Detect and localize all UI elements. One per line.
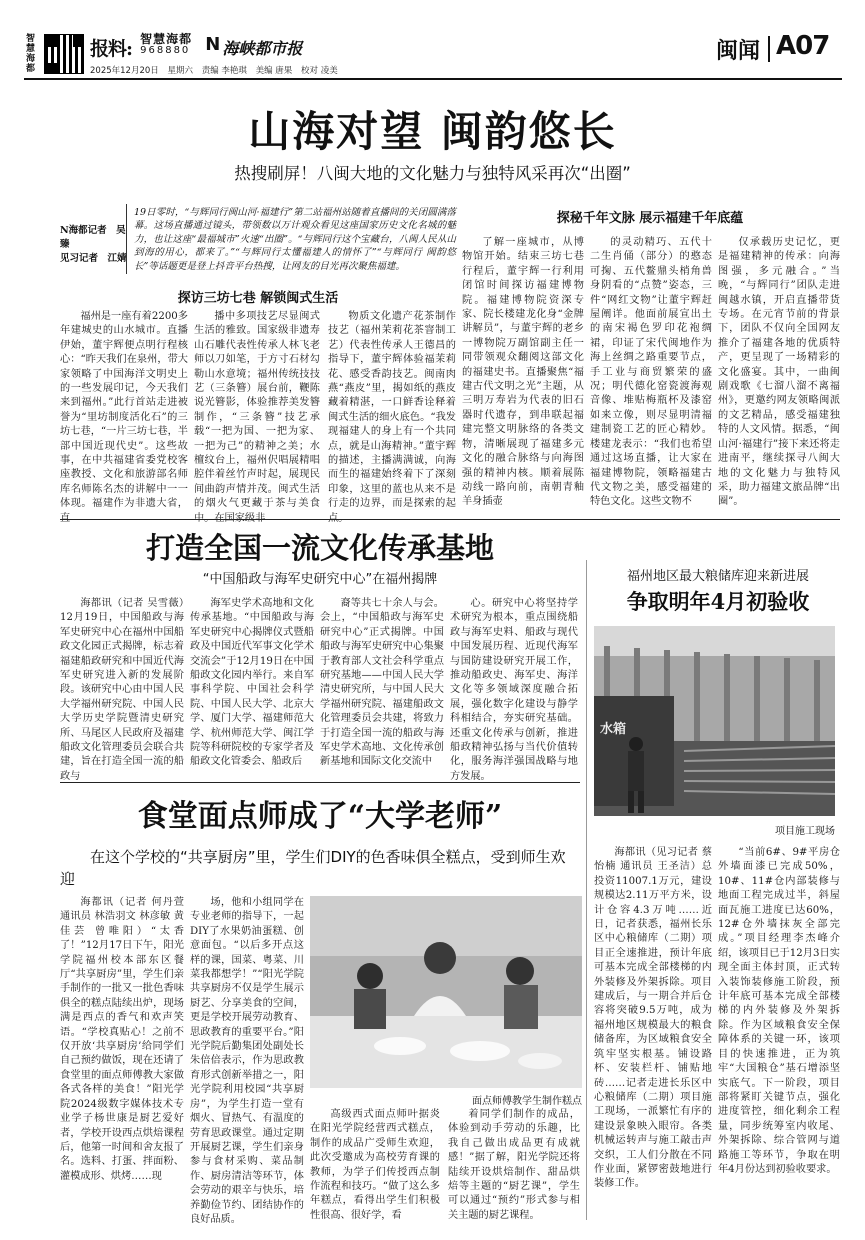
- story1-sub2: 探秘千年文脉 展示福建千年底蕴: [556, 211, 744, 226]
- story4-subheadline: 在这个学校的“共享厨房”里，学生们DIY的色香味俱全糕点，受到师生欢迎: [60, 848, 566, 888]
- qr-code: [44, 34, 84, 74]
- story1-lead: 19日零时，“与辉同行闽山河·福建行”第二站福州站随着直播间的关闭圆满落幕。这场直播通过镜头，带领数以万计观众看见这座国家历史文化名城的魅力，也让这座“最福城市”火速“出圈”。“与辉同行这个宝藏台，八闽人民从山到海的用心，都来了。”“与辉同行太懂福建人的情怀了”“与辉同行 闽韵悠长”等话题更是登上抖音平台热搜，让网友的目光再次聚焦福建。: [134, 207, 456, 272]
- side-logo: 智慧海都: [26, 34, 36, 74]
- brand-number: 968880: [140, 45, 191, 56]
- story2-column-3: [320, 597, 444, 775]
- brand-zhihui: 智慧海都: [140, 32, 193, 46]
- story3-headline: 争取明年4月初验收: [626, 589, 810, 614]
- paper-name: 海峡都市报: [222, 39, 303, 58]
- story3-text-2: “当前6#、9#平房仓外墙面漆已完成50%，10#、11#仓内部装修与地面工程完成过半，斜屋面瓦施工进度已达60%，12#仓外墙抹灰全部完成。”项目经理李杰峰介绍，该项目已于12月3日实现全面主体封顶，正式转入装饰装修施工阶段，预计年底可基本完成全部楼梯的内外装修及外架拆除。作为区域粮食安全保障体系的关键一环，该项目的快速推进，正为筑牢“大国粮仓”基石增添坚实底气。下一阶段，项目部将紧盯关键节点，强化进度管控，细化剩余工程量，同步统筹室内收尾、外架拆除、综合管网与道路施工等环节，争取在明年4月份达到初验收要求。: [718, 847, 840, 1175]
- lead-bracket: [126, 204, 127, 274]
- story4-column-2: [190, 896, 304, 1225]
- baking-scene: [310, 896, 582, 1088]
- story1-text-1: 福州是一座有着2200多年建城史的山水城市。直播伊始，董宇辉便点明行程核心：“昨天我们在泉州，带大家领略了中国海洋文明史上的一些发展印记，今天我们来到福州。”此行首站走进被誉为“里坊制度活化石”的三坊七巷，“一片三坊七巷，半部中国近现代史”。这些故事，在中共福建省委党校客座教授、文化和旅游部名师库名师陈名杰的讲解中一一体现。福建作为非遗大省，直: [60, 311, 188, 524]
- story2-text-3: 裔等共七十余人与会。会上，“中国船政与海军史研究中心”正式揭牌。中国船政与海军史研究中心集聚于教育部人文社会科学重点研究基地——中国人民大学清史研究所，与中国人民大学福州研究院、福建船政文化管理委员会共建，将致力于打造全国一流的船政与海军史学术高地、文化传承创新基地和国际文化交流中: [320, 598, 444, 768]
- story1-text-3: 物质文化遗产花茶制作技艺（福州茉莉花茶窨制工艺）代表性传承人王德昌的指导下，董宇辉体验福茉莉花、感受香韵技艺。闽南肉燕“燕皮”里，揭如纸的燕皮藏着精湛，一口鲜香诠释着闽式生活的细火底色。“我发现福建人的身上有一个共同点，就是山海精神。”董宇辉的描述，主播满满诚，向海而生的福建始终着下了深刻印象，这里的蓝也从来不是行走的边界，而是探索的起点。: [328, 311, 456, 524]
- story1-headline: 山海对望 闽韵悠长: [248, 107, 617, 156]
- section-label: 闽闻: [716, 38, 761, 64]
- section-divider: [768, 36, 770, 62]
- header-meta: [90, 64, 338, 76]
- story1-text-4: 了解一座城市，从博物馆开始。结束三坊七巷行程后，董宇辉一行利用闭馆时间探访福建博物院。福建博物院资深专家、院长楼建龙化身“金牌讲解员”，与董宇辉的老乡一博物院万副馆副主任一同带领观众翻阅这部文化的福建史书。直播聚焦“福建古代文明之光”主题，从三明万寿岩为代表的旧石器时代遗存，到串联起福建完整文明脉络的各类文物，清晰展现了福建多元文化的融合脉络与向海图强的精神内核。顺着展陈动线一路向前，南朝青釉羊身插壶: [462, 237, 584, 508]
- issue-date: 2025年12月20日: [90, 66, 159, 76]
- story4-text-2: 场，他和小组同学在专业老师的指导下，一起DIY了水果奶油蛋糕、创意面包。“以后多开点这样的课，国菜、粤菜、川菜我都想学！”“阳光学院共享厨房不仅是学生展示厨艺、分享美食的空间，更是学校开展劳动教育、思政教育的重要平台。”阳光学院后勤集团处副处长朱倍倍表示，作为思政教育形式创新举措之一，阳光学院利用校园“共享厨房”，为学生打造一堂有烟火、冒热气、有温度的劳育思政课堂。通过定期开展厨艺课，学生们亲身参与食材采购、菜品制作、厨房清洁等环节，体会劳动的艰辛与快乐，培养勤俭节约、团结协作的良好品质。: [190, 897, 304, 1225]
- story4-photo-caption: 面点师傅教学生制作糕点: [472, 1096, 582, 1107]
- rule-after-story2: [60, 782, 580, 783]
- construction-photo: [594, 626, 835, 816]
- story3-column-1: [594, 846, 712, 1222]
- story2-text-4: 心。研究中心将坚持学术研究为根本，重点围绕船政与海军史料、船政与现代中国发展历程、近现代海军与国防建设研究开展工作，推动船政史、海军史、海洋文化等多领域深度融合拓展，强化数字化建设与静学科相结合，夯实研究基础。还重文化传承与创新，推进船政精神弘扬与当代价值转化，服务海洋强国战略与地方发展。: [450, 598, 578, 782]
- story2-column-1: [60, 597, 184, 782]
- story2-text-2: 海军史学术高地和文化传承基地。“中国船政与海军史研究中心揭牌仪式暨船政及中国近代军事文化学术交流会”于12月19日在中国船政文化园内举行。来自军事科学院、中国社会科学院、中国人民大学、北京大学、厦门大学、福建师范大学、杭州师范大学、闽江学院等科研院校的专家学者及船政文化管委会、船政后: [190, 598, 314, 768]
- photo-sign-text: 水箱: [600, 722, 627, 737]
- page-number: A07: [776, 31, 830, 61]
- story1-column-1: [60, 310, 188, 524]
- brand-group: [90, 34, 302, 61]
- story4-column-3: [310, 1108, 440, 1222]
- story1-text-6: 仅承载历史记忆，更是福建精神的传承：向海图强，多元融合。”当晚，“与辉同行”团队走进闽越水镇，开启直播带货专场。在元宵节前的背景下，团队不仅向全国网友推介了福建各地的优质特产，更呈现了一场精彩的文化盛宴。其中，一曲闽剧戏歌《七溜八溜不离福州》，更邀约网友领略闽派的文艺精品，感受福建独特的人文风情。据悉，“闽山河·福建行”接下来还将走进南平，继续探寻八闽大地的文化魅力与独特风采，助力福建文旅品牌“出圈”。: [718, 237, 840, 508]
- story1-column-3: [328, 310, 456, 524]
- baking-class-photo: [310, 896, 582, 1088]
- story3-text-1: 海都讯（见习记者 蔡怡楠 通讯员 王圣洁）总投资11007.1万元，建设规模达2.11万平方米，设计仓容4.3万吨……近日，记者获悉，福州长乐区中心粮储库（二期）项目正全速推进，预计年底可基本完成全部楼梯的内外装修及外架拆除。项目建成后，与一期合并后仓容将突破9.5万吨，成为福州地区规模最大的粮食储备库，为区域粮食安全筑牢坚实根基。铺设路杯、安装栏杆、铺贴地砖……记者走进长乐区中心粮储库（二期）项目施工现场，一派繁忙有序的建设景象映入眼帘。各类机械运转声与施工敲击声交织，工人们分散在不同作业面，紧锣密鼓地进行装修工作。: [594, 847, 712, 1190]
- story4-column-4: [448, 1108, 580, 1222]
- story1-column-2: [194, 310, 320, 524]
- story4-text-1: 海都讯（记者 何丹萱 通讯员 林浩羽文 林彦敏 黄佳芸 曾唯阳）“太香了！”12月17日下午，阳光学院福州校本部东区餐厅“共享厨房”里，学生们亲手制作的一批又一批色香味俱全的糕点陆续出炉，现场满是西点的香气和欢声笑语。“学校真贴心！之前不仅开放‘共享厨房’给同学们自己预约做饭，现在还请了食堂里的面点师傅教大家做各式各样的美食！”阳光学院2024级数字媒体技术专业学子杨世康是厨艺爱好者，学校开设西点烘焙课程后，他第一时间和舍友报了名。选料、打蛋、拌面粉、灌模成形、烘烤……现: [60, 897, 184, 1182]
- proof-credit: 校对 凌美: [301, 66, 338, 76]
- story1-column-5: [590, 236, 712, 508]
- issue-weekday: 星期六: [167, 66, 193, 76]
- story2-headline: 打造全国一流文化传承基地: [145, 531, 494, 565]
- story1-sub1: 探访三坊七巷 解锁闽式生活: [177, 291, 339, 306]
- story2-column-2: [190, 597, 314, 775]
- story1-subheadline: 热搜刷屏！八闽大地的文化魅力与独特风采再次“出圈”: [234, 164, 631, 183]
- story1-column-4: [462, 236, 584, 508]
- story4-headline: 食堂面点师成了“大学老师”: [137, 799, 503, 834]
- story1-text-5: 的灵动精巧、五代十二生肖俑（部分）的憨态可掬、五代鳌鼎头梢角兽身阴看的“点赞”姿态，三件“网红文物”让董宇辉赶屋阐详。他面前展宣出土的南宋褐色罗印花袍绸裙，印证了宋代闽地作为海上丝绸之路重要节点，手工业与商贸繁荣的盛况；明代德化窑瓷渡海观音像、堆贴梅瓶杯及漆窑如来立像，则尽显明清福建制瓷工艺的匠心精妙。楼建龙表示：“我们也希望通过这场直播，让大家在福建博物院，领略福建古代文物之美，感受福建的特色文化。这些文物不: [590, 237, 712, 508]
- story2-right-rule: [586, 560, 587, 1220]
- construction-scene: [594, 626, 835, 816]
- story4-column-1: [60, 896, 184, 1222]
- rule-after-story1: [60, 519, 840, 520]
- brand-baoliao: 报料: [90, 38, 127, 60]
- editor-credit: 责编 李艳琪: [201, 66, 247, 76]
- story3-kicker: 福州地区最大粮储库迎来新进展: [626, 569, 809, 584]
- story2-text-1: 海都讯（记者 吴雪薇）12月19日，中国船政与海军史研究中心在福州中国船政文化园正式揭牌，标志着福建船政研究和中国近代海军史研究进入新的发展阶段。该研究中心由中国人民大学福州研究院、中国人民大学历史学院暨清史研究所、马尾区人民政府及福建船政文化管理委员会联合共建，旨在打造全国一流的船政与: [60, 598, 184, 782]
- story4-text-4: 着同学们制作的成品，体验到动手劳动的乐趣，比我自己做出成品更有成就感！”据了解，阳光学院还将陆续开设烘焙制作、甜品烘焙等主题的“厨艺课”，学生可以通过“预约”形式参与相关主题的厨艺课程。: [448, 1109, 580, 1221]
- story1-text-2: 播中多项技艺尽显闽式生活的雅致。国家级非遗寿山石雕代表性传承人林飞老师以刀如笔，于方寸石材勾勒山水意境；福州传统技技艺（三条簪）展台前，鞭陈说光簪影，体验推荐美发簪制作，“三条簪”技艺承载“一把为国、一把为家、一把为己”的精神之美；水檀纹台上，福州伬唱展精唱腔伴着丝竹声时起，展现民间曲韵声情并茂。闽式生活的烟火气更藏于茶与美食中。在国家级非: [194, 311, 320, 524]
- story4-text-3: 高级西式面点师叶据炎在阳光学院经营西式糕点，制作的成品广受师生欢迎，此次受邀成为高校劳育课的教师，为学子们传授西点制作流程和技巧。“做了这么多年糕点，看得出学生们积极性很高、很好学，看: [310, 1109, 440, 1221]
- brand-colon: :: [126, 38, 134, 60]
- story3-column-2: [718, 846, 840, 1222]
- designer-credit: 美编 唐果: [255, 66, 293, 76]
- story1-reporters: N海都记者 吴臻 见习记者 江婧: [60, 225, 127, 264]
- header-rule: [24, 78, 842, 80]
- story3-photo-caption: 项目施工现场: [775, 826, 835, 837]
- story2-column-4: [450, 597, 578, 782]
- story1-column-6: [718, 236, 840, 508]
- story2-subheadline: “中国船政与海军史研究中心”在福州揭牌: [202, 572, 438, 587]
- paper-logo-mark: N: [205, 34, 221, 55]
